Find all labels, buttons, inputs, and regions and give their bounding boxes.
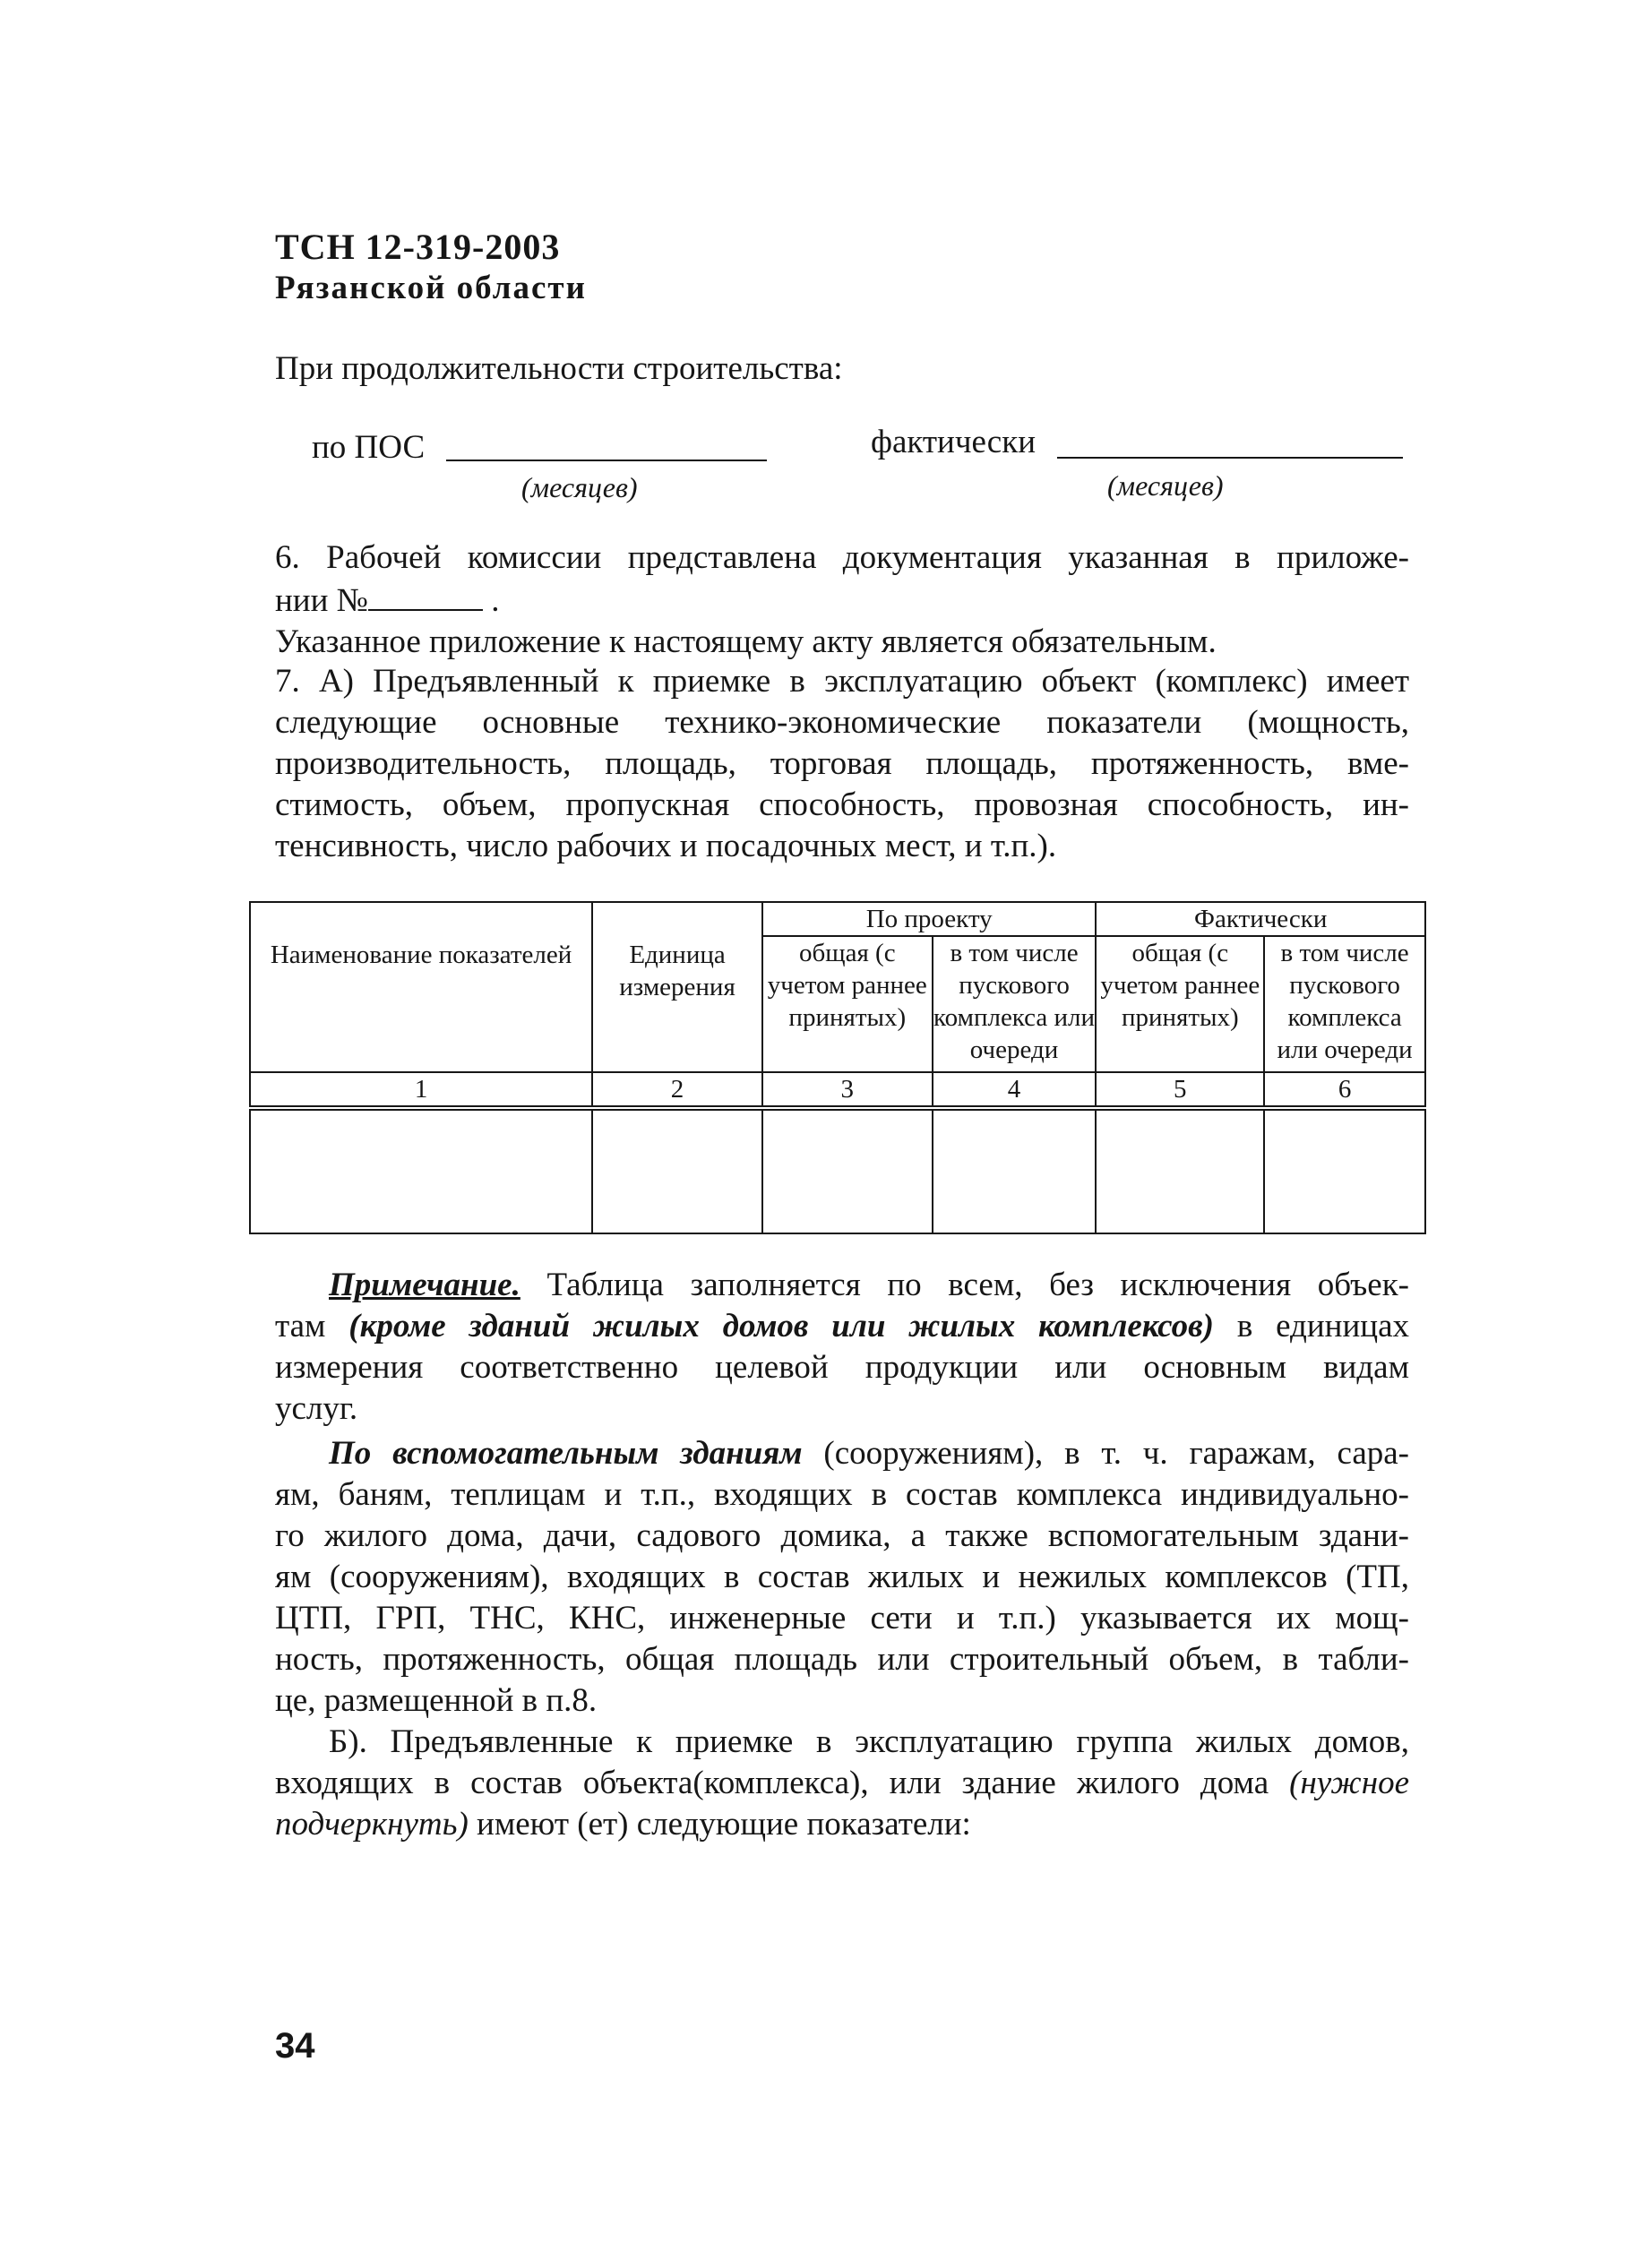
col-number: 6	[1264, 1072, 1425, 1108]
duration-intro: При продолжительности строительства:	[275, 350, 843, 387]
sub-including-actual: в том числе пускового комплекса или очереди	[1264, 936, 1425, 1072]
aux-line: ность, протяженность, общая площадь или строительный объем, в табли-	[275, 1641, 1409, 1678]
section7b-line2-italic: (нужное	[1289, 1765, 1409, 1801]
fact-label: фактически	[871, 424, 1037, 460]
aux-line1	[275, 1433, 1409, 1474]
col-number: 1	[250, 1072, 592, 1108]
indicators-table	[249, 901, 1426, 1234]
section7a-line: стимость, объем, пропускная способность, провозная способность, ин-	[275, 786, 1409, 823]
section7a-line: следующие основные технико-экономические показатели (мощность,	[275, 704, 1409, 741]
group-project-header: По проекту	[762, 902, 1097, 936]
empty-cell	[1264, 1108, 1425, 1233]
aux-line: ям, баням, теплицам и т.п., входящих в состав комплекса индивидуально-	[275, 1476, 1409, 1513]
aux-line: ЦТП, ГРП, ТНС, КНС, инженерные сети и т.п.) указывается их мощ-	[275, 1600, 1409, 1637]
sub-total-project: общая (с учетом раннее принятых)	[762, 936, 933, 1072]
section7b-line3	[275, 1804, 1409, 1845]
sub-including-project: в том числе пускового комплекса или очереди	[933, 936, 1097, 1072]
empty-cell	[933, 1108, 1097, 1233]
aux-buildings	[275, 1433, 1409, 1722]
aux-bold-start: По вспомогательным зданиям	[329, 1435, 803, 1472]
empty-cell	[1096, 1108, 1264, 1233]
section7b-line2-start: входящих в состав объекта(комплекса), или здание жилого дома	[275, 1765, 1290, 1801]
note-label: Примечание.	[329, 1267, 520, 1303]
note-line2-italic: (кроме зданий жилых домов или жилых комплексов)	[348, 1308, 1214, 1344]
annex-number-blank	[368, 582, 483, 611]
document-region: Рязанской области	[275, 270, 587, 306]
empty-cell	[762, 1108, 933, 1233]
pos-label: по ПОС	[312, 429, 426, 466]
section6-line2-suffix: .	[491, 582, 500, 619]
pos-blank	[446, 460, 767, 461]
col-number: 4	[933, 1072, 1097, 1108]
note-line2-end: в единицах	[1214, 1308, 1409, 1344]
col-unit-header: Единица измерения	[592, 902, 762, 1072]
note-line4: услуг.	[275, 1390, 358, 1427]
section7a-line: производительность, площадь, торговая площадь, протяженность, вме-	[275, 745, 1409, 782]
col-number: 5	[1096, 1072, 1264, 1108]
pos-unit: (месяцев)	[521, 471, 638, 503]
aux-line: це, размещенной в п.8.	[275, 1682, 598, 1719]
page-number: 34	[275, 2026, 315, 2066]
section7b-line2	[275, 1763, 1409, 1804]
section7b	[275, 1722, 1409, 1845]
fact-blank	[1057, 457, 1403, 459]
empty-cell	[250, 1108, 592, 1233]
section7b-line1: Б). Предъявленные к приемке в эксплуатацию группа жилых домов,	[329, 1723, 1409, 1760]
aux-line: ям (сооружениям), входящих в состав жилых и нежилых комплексов (ТП,	[275, 1559, 1409, 1595]
section6-line1: 6. Рабочей комиссии представлена документация указанная в приложе-	[275, 539, 1409, 576]
col-name-header: Наименование показателей	[250, 902, 592, 1072]
section7b-line3-italic: подчеркнуть)	[275, 1806, 469, 1843]
note	[275, 1265, 1409, 1430]
note-line1	[275, 1265, 1409, 1306]
sub-total-actual: общая (с учетом раннее принятых)	[1096, 936, 1264, 1072]
group-actual-header: Фактически	[1096, 902, 1425, 936]
section7a-line: тенсивность, число рабочих и посадочных мест, и т.п.).	[275, 828, 1057, 864]
section7a-line: 7. А) Предъявленный к приемке в эксплуатацию объект (комплекс) имеет	[275, 663, 1409, 700]
section6-line2	[275, 580, 499, 622]
aux-line1-rest: (сооружениям), в т. ч. гаражам, сара-	[802, 1435, 1409, 1472]
note-line2-start: там	[275, 1308, 349, 1344]
col-number: 2	[592, 1072, 762, 1108]
document-code: ТСН 12-319-2003	[275, 227, 561, 267]
section7b-line3-end: имеют (ет) следующие показатели:	[468, 1806, 971, 1843]
section6-line3: Указанное приложение к настоящему акту является обязательным.	[275, 623, 1217, 660]
note-text1: Таблица заполняется по всем, без исключения объек-	[520, 1267, 1409, 1303]
empty-cell	[592, 1108, 762, 1233]
section6-line2-prefix: нии №	[275, 582, 368, 619]
note-line3: измерения соответственно целевой продукции или основным видам	[275, 1349, 1409, 1386]
col-number: 3	[762, 1072, 933, 1108]
aux-line: го жилого дома, дачи, садового домика, а также вспомогательным здани-	[275, 1517, 1409, 1554]
section7a	[275, 661, 1409, 867]
fact-unit: (месяцев)	[1107, 469, 1224, 502]
note-line2	[275, 1306, 1409, 1347]
